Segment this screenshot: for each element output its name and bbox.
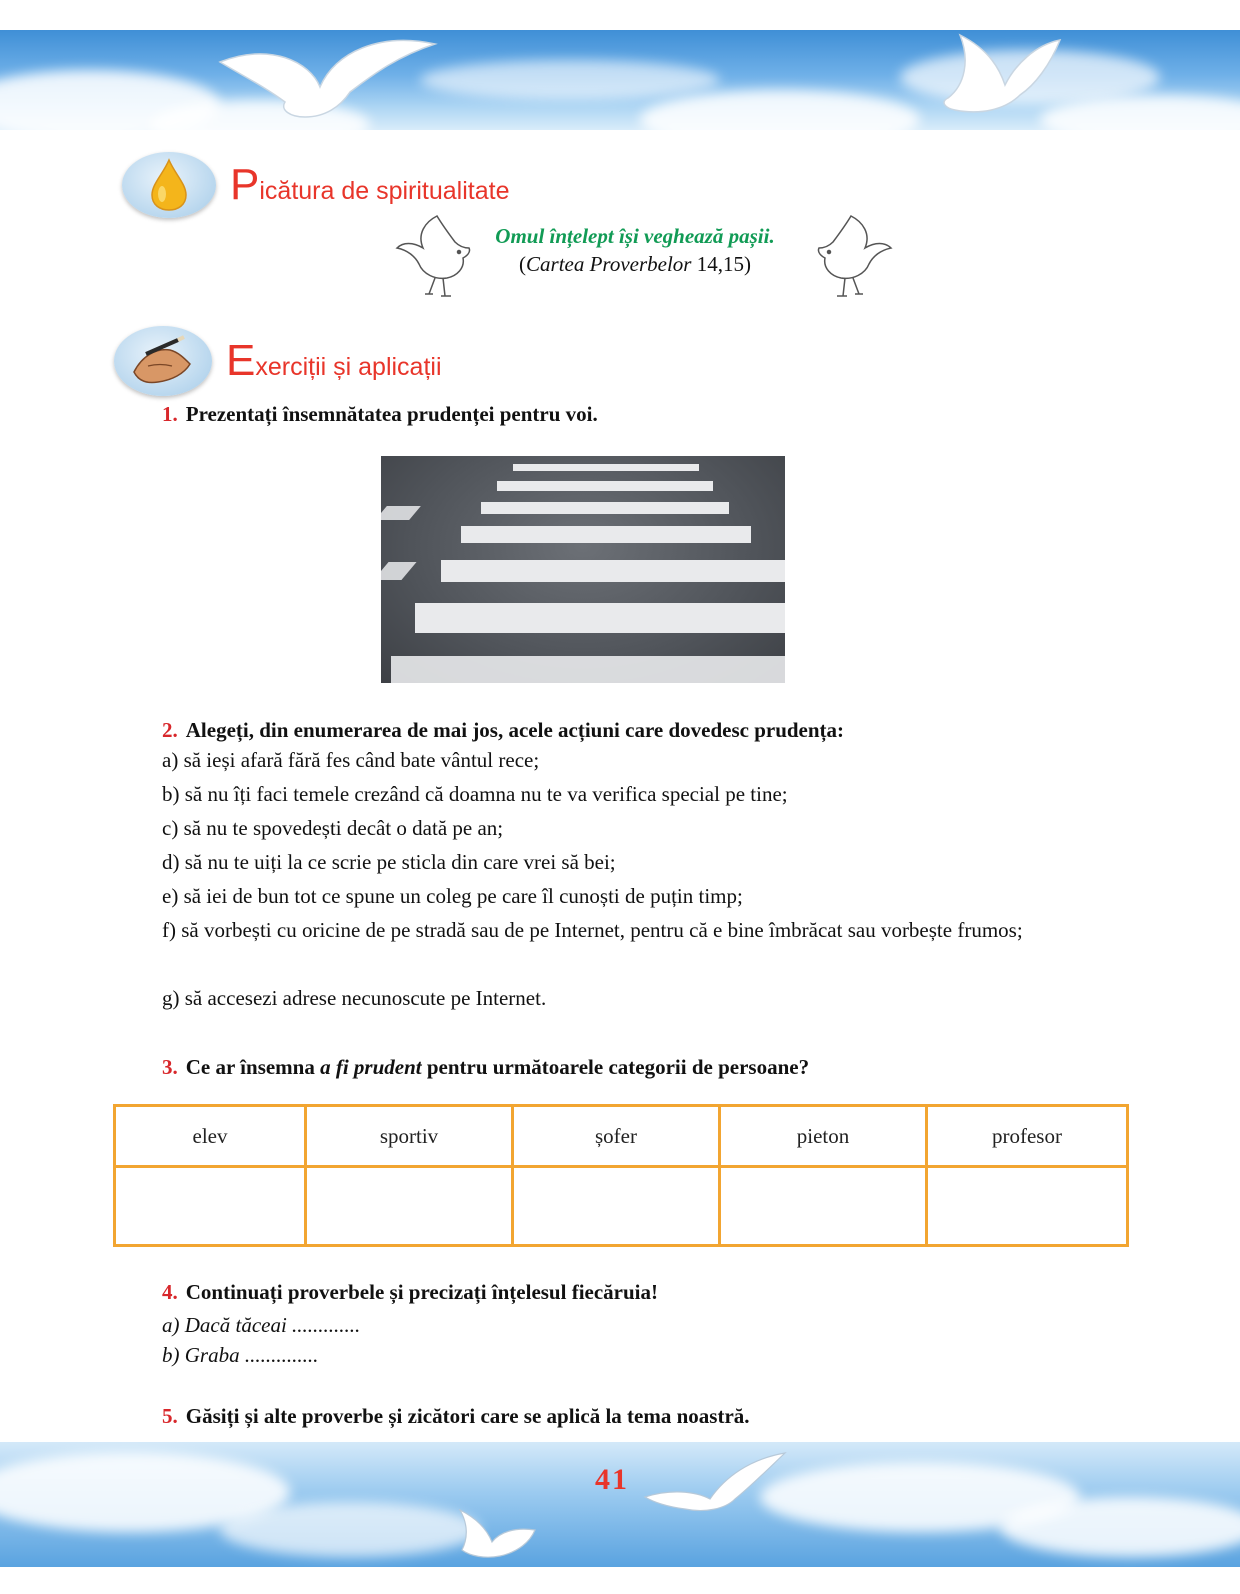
section-title: Picătura de spiritualitate bbox=[230, 160, 510, 209]
table-header-cell: sportiv bbox=[306, 1106, 513, 1167]
dove-icon bbox=[815, 208, 893, 300]
table-row bbox=[115, 1106, 1128, 1167]
oil-drop-icon bbox=[149, 158, 189, 212]
list-item: d) să nu te uiți la ce scrie pe sticla din care vrei să bei; bbox=[162, 850, 616, 874]
list-item: g) să accesezi adrese necunoscute pe Internet. bbox=[162, 986, 547, 1010]
section-title: Exerciții și aplicații bbox=[226, 336, 442, 385]
proverb-item: a) Dacă tăceai ............. bbox=[162, 1313, 361, 1337]
exercise-5: 5. Găsiți și alte proverbe și zicători care se aplică la tema noastră. bbox=[162, 1404, 750, 1428]
quote-text: Omul înțelept își veghează pașii. bbox=[495, 224, 775, 248]
list-item: b) să nu îți faci temele crezând că doamna nu te va verifica special pe tine; bbox=[162, 782, 788, 806]
answer-cell[interactable] bbox=[513, 1167, 720, 1246]
answer-cell[interactable] bbox=[927, 1167, 1128, 1246]
dove-icon bbox=[900, 30, 1070, 125]
exercise-1: 1. Prezentați însemnătatea prudenței pentru voi. bbox=[162, 402, 598, 426]
dove-icon bbox=[395, 208, 473, 300]
quote-source: (Cartea Proverbelor 14,15) bbox=[519, 252, 751, 276]
table-header-cell: elev bbox=[115, 1106, 306, 1167]
dove-icon bbox=[640, 1447, 790, 1517]
table-header-cell: șofer bbox=[513, 1106, 720, 1167]
crosswalk-photo bbox=[381, 456, 785, 683]
roles-table bbox=[113, 1104, 1129, 1247]
section-heading-exercises bbox=[114, 326, 442, 396]
table-header-cell: pieton bbox=[720, 1106, 927, 1167]
table-row bbox=[115, 1167, 1128, 1246]
list-item: f) să vorbești cu oricine de pe stradă sau de pe Internet, pentru că e bine îmbrăcat sau vorbește frumos; bbox=[162, 918, 1023, 942]
writing-hand-icon bbox=[128, 334, 198, 388]
bottom-sky-banner bbox=[0, 1442, 1240, 1567]
proverb-item: b) Graba .............. bbox=[162, 1343, 319, 1367]
page-number: 41 bbox=[595, 1463, 629, 1496]
exercise-4: 4. Continuați proverbele și precizați înțelesul fiecăruia! bbox=[162, 1280, 658, 1304]
answer-cell[interactable] bbox=[306, 1167, 513, 1246]
list-item: e) să iei de bun tot ce spune un coleg pe care îl cunoști de puțin timp; bbox=[162, 884, 743, 908]
dove-icon bbox=[210, 32, 440, 127]
list-item: a) să ieși afară fără fes când bate vântul rece; bbox=[162, 748, 540, 772]
top-sky-banner bbox=[0, 30, 1240, 130]
list-item: c) să nu te spovedești decât o dată pe an; bbox=[162, 816, 504, 840]
dove-icon bbox=[440, 1502, 560, 1562]
exercise-2: 2. Alegeți, din enumerarea de mai jos, acele acțiuni care dovedesc prudența: bbox=[162, 718, 845, 742]
table-header-cell: profesor bbox=[927, 1106, 1128, 1167]
answer-cell[interactable] bbox=[115, 1167, 306, 1246]
bible-quote bbox=[395, 208, 895, 300]
exercise-3: 3. Ce ar însemna a fi prudent pentru următoarele categorii de persoane? bbox=[162, 1055, 810, 1079]
answer-cell[interactable] bbox=[720, 1167, 927, 1246]
